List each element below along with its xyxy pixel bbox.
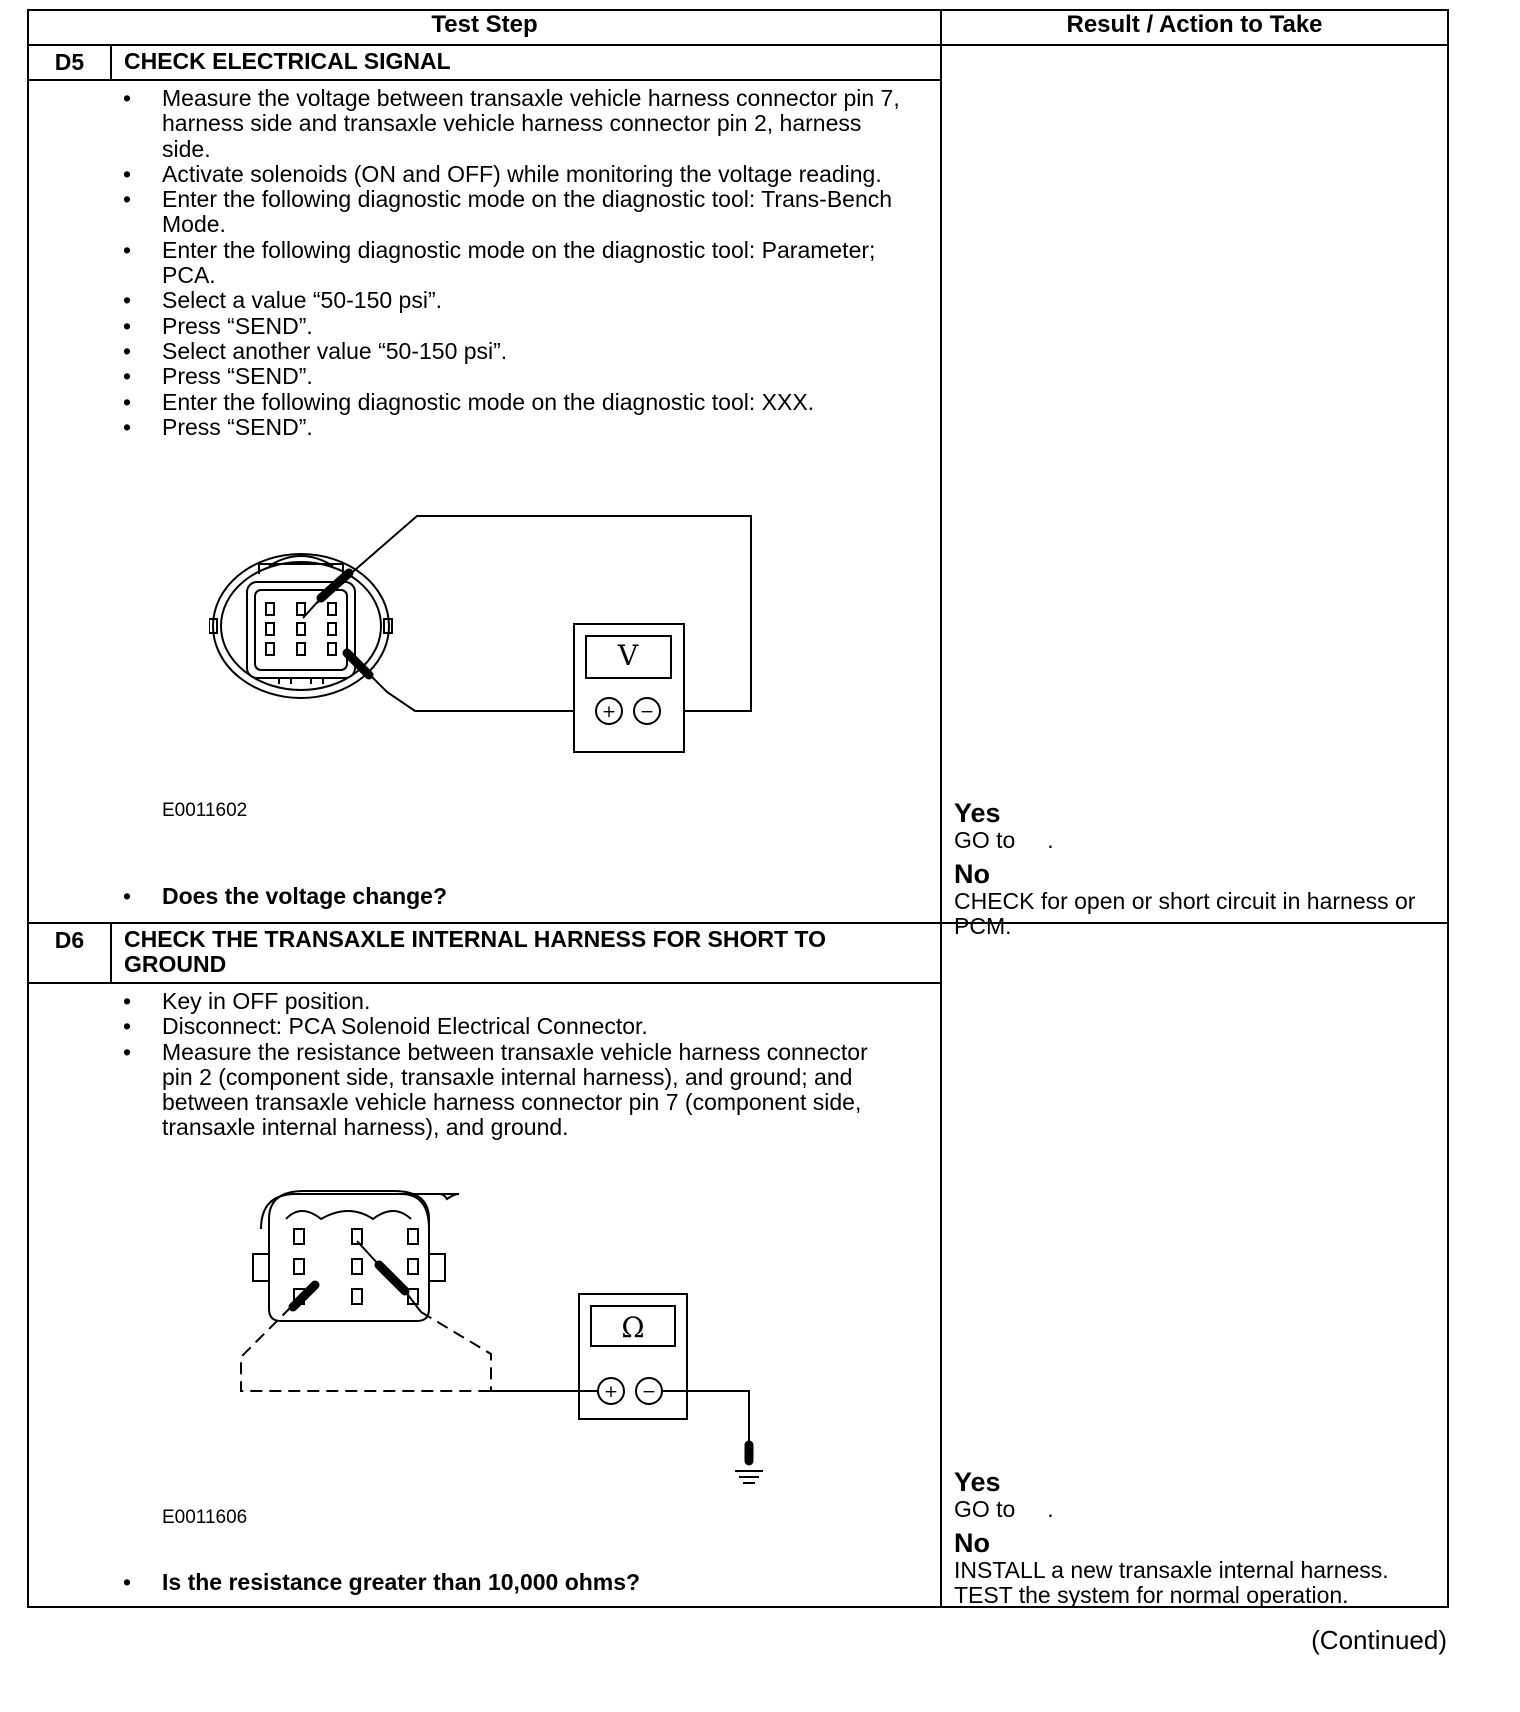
step-d5-yes-label: Yes [954,798,1001,828]
list-item: • Disconnect: PCA Solenoid Electrical Connector. [29,1014,940,1039]
resistance-measurement-diagram [229,1179,769,1509]
step-d5-bullets [29,81,940,440]
step-d6-title: CHECK THE TRANSAXLE INTERNAL HARNESS FOR SHORT TO GROUND [111,923,941,983]
list-item: • Key in OFF position. [29,989,940,1014]
step-d6-no-label: No [954,1528,990,1558]
test-step-header: Test Step [28,10,941,45]
list-item: • Enter the following diagnostic mode on the diagnostic tool: XXX. [29,390,940,415]
step-d6-id: D6 [28,923,111,983]
result-action-header: Result / Action to Take [941,10,1448,45]
continued-label: (Continued) [1311,1625,1447,1655]
list-item: • Enter the following diagnostic mode on the diagnostic tool: Parameter; PCA. [29,238,940,289]
step-d6-result-cell [941,923,1448,1607]
list-item: • Measure the voltage between transaxle vehicle harness connector pin 7, harness side and transaxle vehicle harness connector pin 2, harness side. [29,86,940,162]
step-d5-figure-id: E0011602 [162,800,248,821]
step-d5-id: D5 [28,45,111,80]
step-d5-no-label: No [954,859,990,889]
step-d6-result [954,1467,1443,1608]
plus-terminal: + [603,1382,619,1402]
bullet: • [123,883,132,909]
step-d5-title: CHECK ELECTRICAL SIGNAL [111,45,941,80]
meter-symbol-ohm: Ω [621,1311,645,1344]
minus-terminal: − [639,702,655,722]
step-d6-yes-label: Yes [954,1467,1001,1497]
plus-terminal: + [601,702,617,722]
step-d6-title-row [28,923,1448,983]
minus-terminal: − [641,1382,657,1402]
step-d5-yes-action: GO to . [954,827,1054,853]
step-d6-question-text: Is the resistance greater than 10,000 ohms? [162,1569,641,1595]
step-d5-title-row [28,45,1448,80]
table-header-row [28,10,1448,45]
voltage-measurement-diagram [209,506,769,766]
meter-symbol-v: V [617,639,639,672]
diagnostic-table [27,9,1449,1608]
step-d5-result-cell [941,45,1448,939]
step-d6-yes-action: GO to . [954,1496,1054,1522]
step-d5-body [28,80,941,923]
step-d6-figure-id: E0011606 [162,1507,248,1528]
step-d6-no-action: INSTALL a new transaxle internal harness. TEST the system for normal operation. [954,1557,1389,1608]
step-d5-question-text: Does the voltage change? [162,883,448,909]
step-d6-body [28,983,941,1607]
step-d5-no-action: CHECK for open or short circuit in harness or PCM. [954,888,1416,939]
list-item: • Select another value “50-150 psi”. [29,339,940,364]
list-item: • Measure the resistance between transaxle vehicle harness connector pin 2 (component side, transaxle internal harness), and ground; and between transaxle vehicle harness connector pin 7 (component side, transaxle internal harness), and ground. [29,1040,940,1141]
list-item: • Activate solenoids (ON and OFF) while monitoring the voltage reading. [29,162,940,187]
diagnostic-document [27,9,1447,1655]
list-item: • Press “SEND”. [29,415,940,440]
list-item: • Press “SEND”. [29,314,940,339]
bullet: • [123,1569,132,1595]
step-d5-result [954,798,1443,939]
list-item: • Select a value “50-150 psi”. [29,288,940,313]
list-item: • Press “SEND”. [29,364,940,389]
list-item: • Enter the following diagnostic mode on the diagnostic tool: Trans-Bench Mode. [29,187,940,238]
step-d6-bullets [29,984,940,1141]
